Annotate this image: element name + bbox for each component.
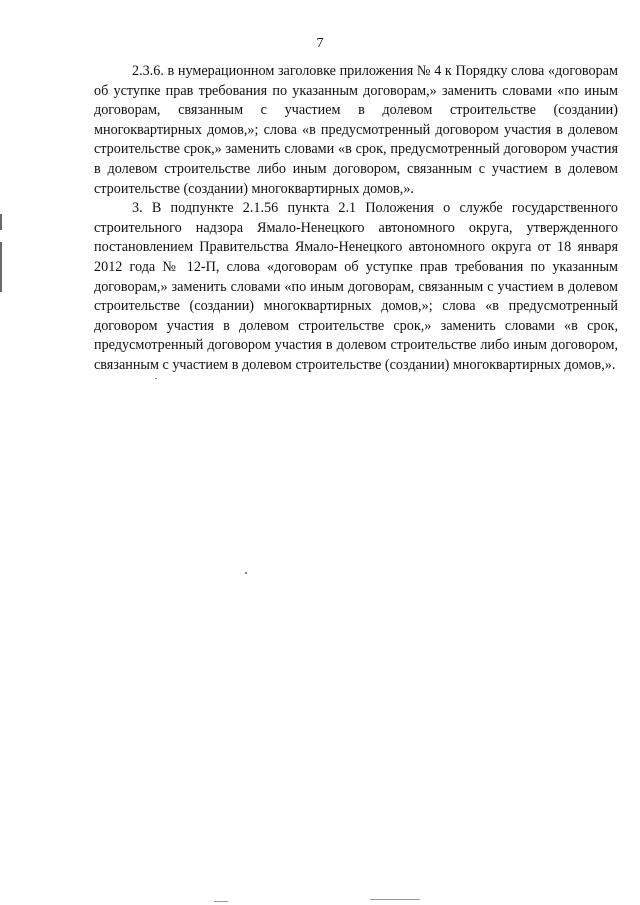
page-number: 7 [316,36,324,51]
scan-speck [155,378,157,379]
scan-bottom-smudge [370,899,420,900]
paragraph-2-3-6: 2.3.6. в нумерационном заголовке приложения № 4 к Порядку слова «договорам об уступке прав требования по указанным договорам,» заменить словами «по иным договорам, связанным с участием в долевом строительстве (создании) многоквартирных домов,»; слова «в предусмотренный договором участия в долевом строительстве срок,» заменить словами «в срок, предусмотренный договором участия в долевом строительстве либо иным договором, связанным с участием в долевом строительстве (создании) многоквартирных домов,». [94,63,618,197]
paragraph-3: 3. В подпункте 2.1.56 пункта 2.1 Положения о службе государственного строительного надзора Ямало-Ненецкого автономного округа, утвержденного постановлением Правительства Ямало-Ненецкого автономного округа от 18 января 2012 года № 12-П, слова «договорам об уступке прав требования по указанным договорам,» заменить словами «по иным договорам, связанным с участием в долевом строительстве (создании) многоквартирных домов,»; слова «в предусмотренный договором участия в долевом строительстве срок,» заменить словами «в срок, предусмотренный договором участия в долевом строительстве либо иным договором, связанным с участием в долевом строительстве (создании) многоквартирных домов,». [94,200,618,373]
document-body [94,62,618,376]
scan-bottom-smudge [214,901,228,902]
scan-speck [245,572,247,574]
scan-edge-mark [0,214,2,230]
scan-edge-mark [0,242,2,292]
